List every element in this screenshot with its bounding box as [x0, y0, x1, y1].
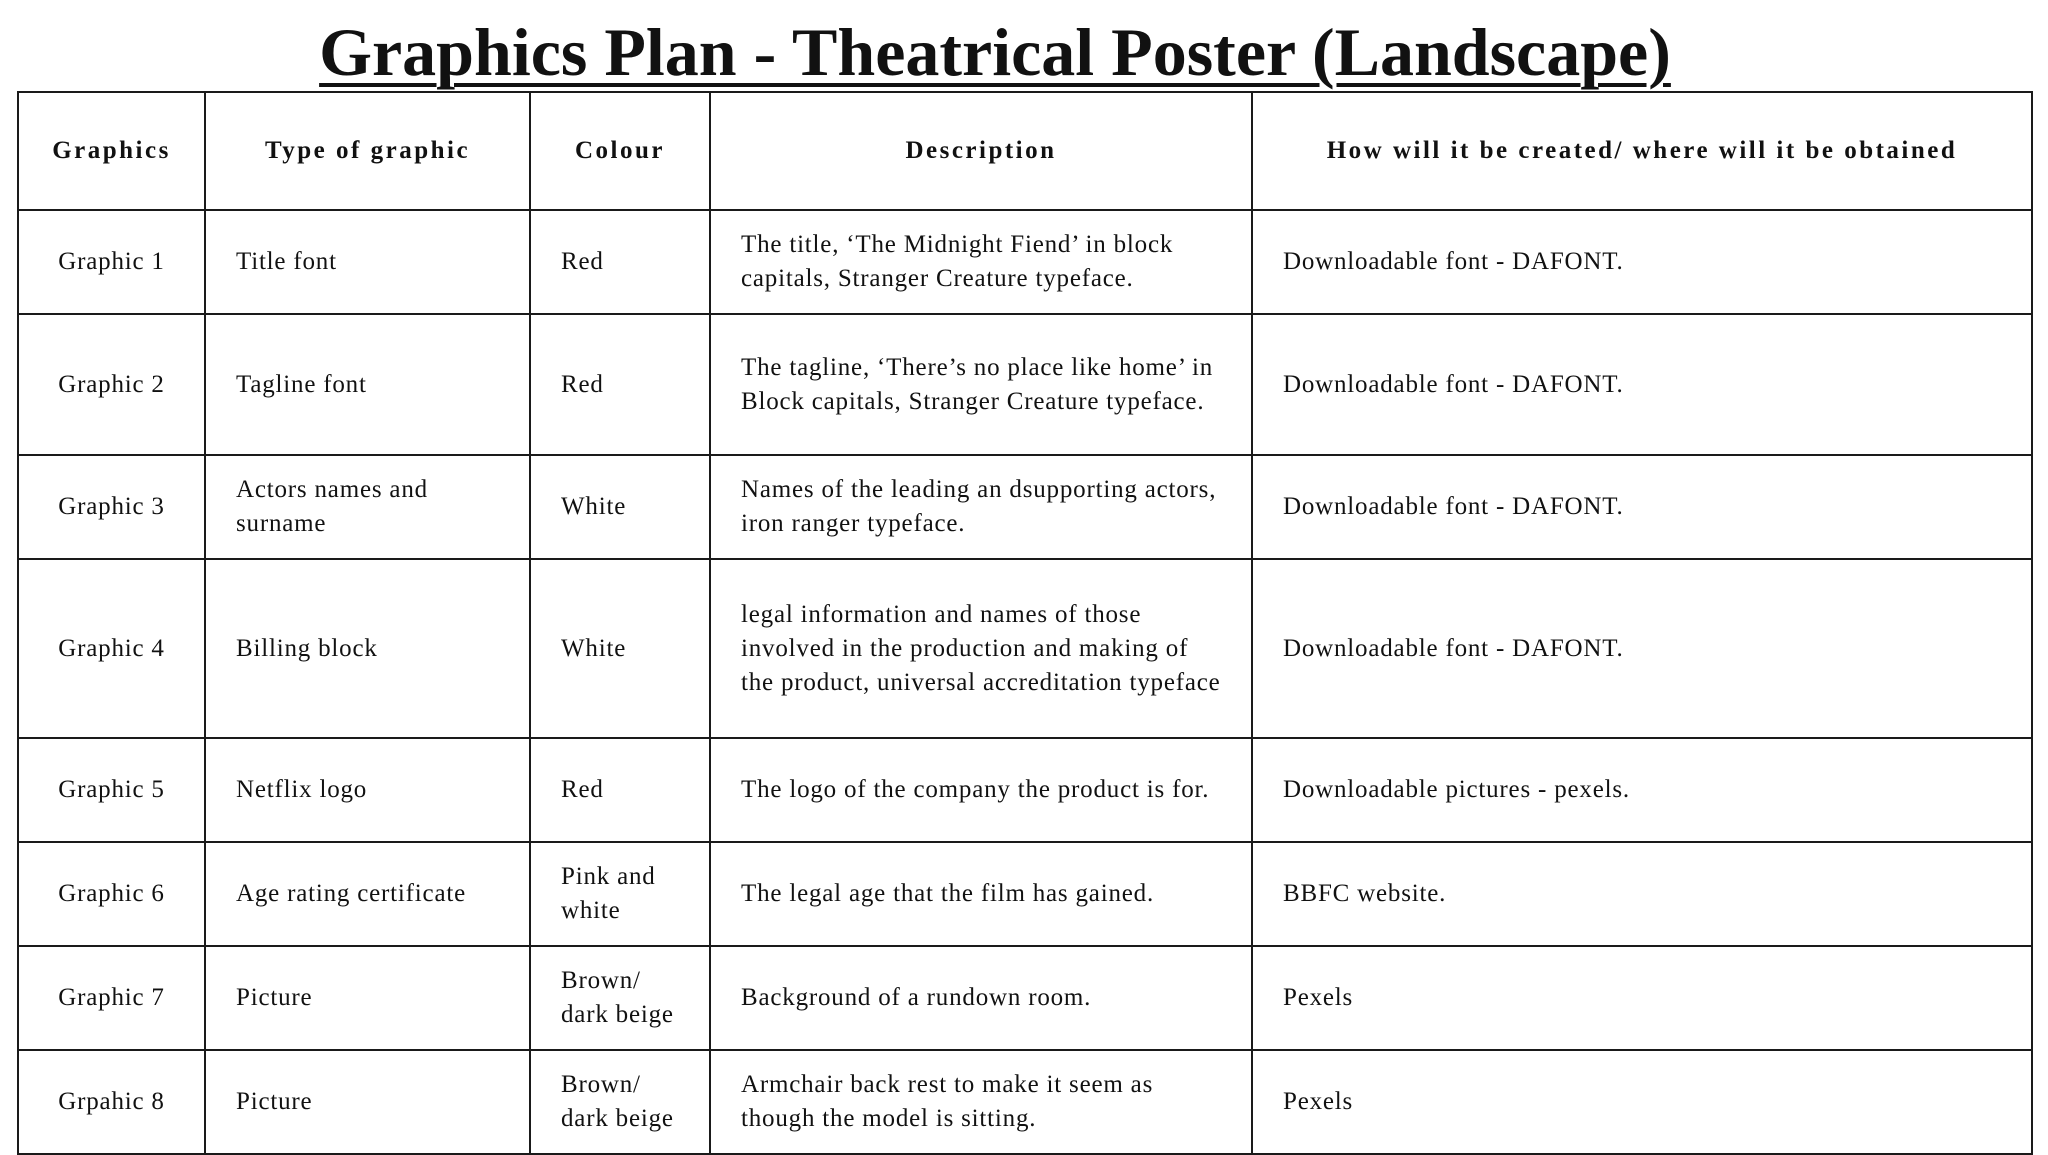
cell-description: legal information and names of those involved in the production and making of the product, universal accreditation typeface — [710, 559, 1252, 738]
table-row — [18, 559, 2032, 738]
cell-source: Downloadable font - DAFONT. — [1252, 559, 2032, 738]
cell-source: BBFC website. — [1252, 842, 2032, 946]
header-colour: Colour — [530, 92, 710, 210]
cell-source: Pexels — [1252, 946, 2032, 1050]
cell-source: Downloadable pictures - pexels. — [1252, 738, 2032, 842]
cell-graphic: Graphic 6 — [18, 842, 205, 946]
cell-graphic: Graphic 1 — [18, 210, 205, 314]
cell-type: Netflix logo — [205, 738, 530, 842]
cell-colour: White — [530, 559, 710, 738]
graphics-plan-table — [17, 91, 2033, 1155]
cell-graphic: Graphic 3 — [18, 455, 205, 559]
cell-description: The title, ‘The Midnight Fiend’ in block capitals, Stranger Creature typeface. — [710, 210, 1252, 314]
cell-graphic: Graphic 4 — [18, 559, 205, 738]
cell-colour: Red — [530, 210, 710, 314]
cell-source: Downloadable font - DAFONT. — [1252, 455, 2032, 559]
table-row — [18, 314, 2032, 455]
header-graphics: Graphics — [18, 92, 205, 210]
table-row — [18, 1050, 2032, 1154]
cell-colour: Pink and white — [530, 842, 710, 946]
cell-colour: Red — [530, 738, 710, 842]
cell-graphic: Graphic 7 — [18, 946, 205, 1050]
cell-type: Picture — [205, 1050, 530, 1154]
header-description: Description — [710, 92, 1252, 210]
cell-description: Background of a rundown room. — [710, 946, 1252, 1050]
cell-description: The legal age that the film has gained. — [710, 842, 1252, 946]
cell-graphic: Graphic 2 — [18, 314, 205, 455]
header-how-created: How will it be created/ where will it be obtained — [1252, 92, 2032, 210]
cell-colour: Red — [530, 314, 710, 455]
cell-type: Picture — [205, 946, 530, 1050]
cell-type: Billing block — [205, 559, 530, 738]
cell-source: Downloadable font - DAFONT. — [1252, 210, 2032, 314]
cell-colour: Brown/ dark beige — [530, 1050, 710, 1154]
table-row — [18, 842, 2032, 946]
cell-source: Pexels — [1252, 1050, 2032, 1154]
cell-description: The logo of the company the product is for. — [710, 738, 1252, 842]
cell-description: The tagline, ‘There’s no place like home’ in Block capitals, Stranger Creature typeface. — [710, 314, 1252, 455]
table-row — [18, 946, 2032, 1050]
cell-description: Armchair back rest to make it seem as though the model is sitting. — [710, 1050, 1252, 1154]
cell-colour: Brown/ dark beige — [530, 946, 710, 1050]
header-type-of-graphic: Type of graphic — [205, 92, 530, 210]
cell-graphic: Grpahic 8 — [18, 1050, 205, 1154]
cell-source: Downloadable font - DAFONT. — [1252, 314, 2032, 455]
table-row — [18, 738, 2032, 842]
cell-colour: White — [530, 455, 710, 559]
cell-description: Names of the leading an dsupporting actors, iron ranger typeface. — [710, 455, 1252, 559]
page-title: Graphics Plan - Theatrical Poster (Landscape) — [319, 14, 1671, 90]
cell-type: Tagline font — [205, 314, 530, 455]
cell-type: Age rating certificate — [205, 842, 530, 946]
table-row — [18, 455, 2032, 559]
cell-type: Actors names and surname — [205, 455, 530, 559]
table-header-row — [18, 92, 2032, 210]
cell-type: Title font — [205, 210, 530, 314]
cell-graphic: Graphic 5 — [18, 738, 205, 842]
table-row — [18, 210, 2032, 314]
